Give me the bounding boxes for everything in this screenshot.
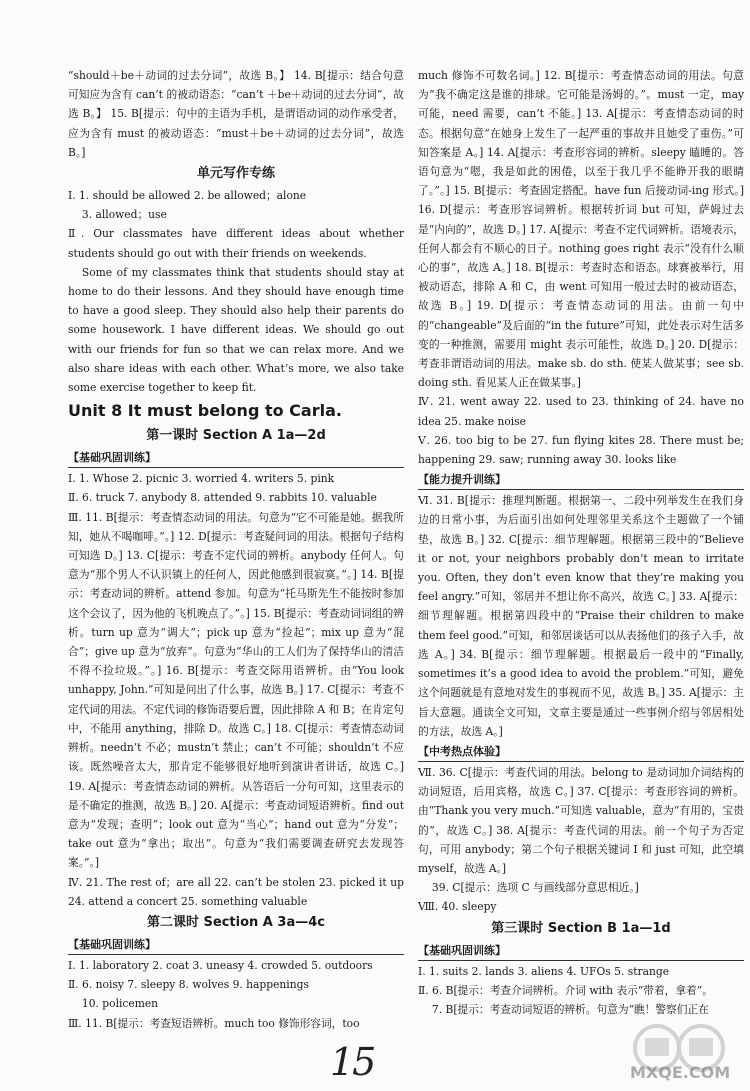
right-column <box>418 66 744 1019</box>
lesson2-tag: 【基础巩固训练】 <box>68 935 404 955</box>
lesson3-title: 第三课时 Section B 1a—1d <box>491 920 671 936</box>
unit-title: Unit 8 It must belong to Carla. <box>68 401 342 421</box>
lesson2-part2: Ⅱ. 6. noisy 7. sleepy 8. wolves 9. happenings <box>68 978 309 992</box>
exam-tag: 【中考热点体验】 <box>418 742 744 762</box>
right-part5: Ⅴ. 26. too big to be 27. fun flying kites 28. There must be; happening 29. saw; running away 30. looks like <box>418 433 744 467</box>
lesson2-part3: 10. policemen <box>81 997 159 1011</box>
writing-essay: Some of my classmates think that students should stay at home to do their lessons. And they should have enough time to have a good sleep. They should also help their parents do some housework. I have different ideas. We should go out with our friends for fun so that we can relax more. And we also share ideas with each other. What’s more, we also take some exercise together to keep fit. <box>68 265 404 395</box>
watermark-text: MXQE.COM <box>630 1063 731 1082</box>
exam-answer-40: Ⅷ. 40. sleepy <box>418 900 497 914</box>
writing-answer-1: Ⅰ. 1. should be allowed 2. be allowed；alone <box>68 189 307 203</box>
lesson3-part2: Ⅱ. 6. B[提示：考查介词辨析。介词 with 表示“带着，拿着”。 <box>418 983 713 997</box>
lesson1-part3: Ⅲ. 11. B[提示：考查情态动词的用法。句意为“它不可能是她。据我所知，她从不喝咖啡。”。] 12. D[提示：考查疑问词的用法。根据句子结构可知选 D。] 13. C[提示：考查不定代词的辨析。anybody 任何人。句意为“那个男人不认识镇上的任何人，因此他感到很寂寞。”。] 14. B[提示：考查动词的辨析。attend 参加。句意为“托马斯先生不能按时参加这个会议了，因为他的飞机晚点了。”。] 15. B[提示：考查动词词组的辨析。turn up 意为“调大”；pick up 意为“捡起”；mix up 意为“混合”；give up 意为“放弃”。句意为“华山的工人们为了保持华山的清洁不得不捡垃圾。”。] 16. B[提示：考查交际用语辨析。由“You look unhappy, John.”可知是问出了什么事，故选 B。] 17. C[提示：考查不定代词的用法。不定代词的修饰语要后置，因此排除 A 和 B；在肯定句中，不能用 anything，排除 D。故选 C。] 18. C[提示：考查情态动词辨析。needn’t 不必；mustn’t 禁止；can’t 不可能；shouldn’t 不应该。既然噪音太大，那肯定不能够很好地听到演讲者讲话，故选 C。] 19. A[提示：考查情态动词的辨析。从答语后一分句可知，这里表示的是不确定的推测，故选 B。] 20. A[提示：考查动词短语辨析。find out 意为“发现；查明”；look out 意为“当心”；hand out 意为“分发”；take out 意为“拿出；取出”。句意为“我们需要调查研究去发现答案。”。] <box>68 510 404 870</box>
exam-answer-39: 39. C[提示：选项 C 与画线部分意思相近。] <box>431 881 639 895</box>
lesson1-tag: 【基础巩固训练】 <box>68 448 404 468</box>
lesson3-tag: 【基础巩固训练】 <box>418 941 744 961</box>
writing-section-title: 单元写作专练 <box>196 166 275 182</box>
ability-answers: Ⅵ. 31. B[提示：推理判断题。根据第一、二段中列举发生在我们身边的日常小事，为后面引出如何处理邻里关系这个主题做了一个铺垫，故选 B。] 32. C[提示：细节理解题。根据第三段中的“Believe it or not, your neighbors probably don’t mean to irritate you. Often, they don’t even know that they’re making you feel angry.”可知，邻居并不想让你不高兴，故选 C。] 33. A[提示：细节理解题。根据第四段中的“Praise their children to make them feel good.”可知，和邻居谈话可以从表扬他们的孩子入手，故选 A。] 34. B[提示：细节理解题。根据最后一段中的“Finally, sometimes it’s a good idea to avoid the problem.”可知，避免这个问题就是有意地对发生的事视而不见，故选 B。] 35. A[提示：主旨大意题。通读全文可知，文章主要是通过一些事例介绍与邻居相处的方法，故选 A。] <box>418 494 744 738</box>
lesson2-part1: Ⅰ. 1. laboratory 2. coat 3. uneasy 4. crowded 5. outdoors <box>68 958 373 972</box>
lesson3-part3: 7. B[提示：考查动词短语的辨析。句意为“瞧！警察们正在 <box>431 1002 709 1016</box>
page-number: 15 <box>330 1040 375 1084</box>
left-intro: “should＋be＋动词的过去分词”，故选 B。】 14. B[提示：结合句意可知应为含有 can’t 的被动语态：“can’t ＋be＋动词的过去分词”，故选 B。】 15. B[提示：句中的主语为手机，是谓语动词的动作承受者，应为含有 must 的被动语态：“must＋be＋动词的过去分词”，故选 B。] <box>68 69 404 159</box>
right-intro: much 修饰不可数名词。] 12. B[提示：考查情态动词的用法。句意为“我不确定这是谁的排球。它可能是汤姆的。”。must 一定，may 可能，need 需要，can’t 不能。] 13. A[提示：考查情态动词的时态。根据句意“在她身上发生了一起严重的事故并且她受了重伤。”可知答案是 A。] 14. A[提示：考查形容词的辨析。sleepy 瞌睡的。答语句意为“嗯，我是如此的困倦，以至于我几乎不能睁开我的眼睛了。”。] 15. B[提示：考查固定搭配。have fun 后接动词-ing 形式。] 16. D[提示：考查形容词辨析。根据转折词 but 可知，萨姆过去是“内向的”，故选 D。] 17. A[提示：考查不定代词辨析。语境表示，任何人都会有不顺心的日子。nothing goes right 表示“没有什么顺心的事”，故选 A。] 18. B[提示：考查时态和语态。球赛被举行，用被动语态，排除 A 和 C，由 went 可知用一般过去时的被动语态，故选 B。] 19. D[提示：考查情态动词的用法。由前一句中的“changeable”及后面的“in the future”可知，此处表示对生活多变的一种推测，需要用 might 表示可能性，故选 D。] 20. D[提示：考查非谓语动词的用法。make sb. do sth. 使某人做某事；see sb. doing sth. 看见某人正在做某事。] <box>418 69 744 390</box>
lesson1-part1: Ⅰ. 1. Whose 2. picnic 3. worried 4. writers 5. pink <box>68 472 335 486</box>
lesson3-part1: Ⅰ. 1. suits 2. lands 3. aliens 4. UFOs 5. strange <box>418 964 670 978</box>
right-part4: Ⅳ. 21. went away 22. used to 23. thinking of 24. have no idea 25. make noise <box>418 395 744 428</box>
writing-answer-2: 3. allowed；use <box>81 208 167 222</box>
lesson2-title: 第二课时 Section A 3a—4c <box>147 914 325 930</box>
left-column <box>68 66 404 1033</box>
ability-tag: 【能力提升训练】 <box>418 470 744 490</box>
lesson1-part2: Ⅱ. 6. truck 7. anybody 8. attended 9. rabbits 10. valuable <box>68 491 377 505</box>
lesson2-part4: Ⅲ. 11. B[提示：考查短语辨析。much too 修饰形容词，too <box>68 1016 360 1030</box>
lesson1-title: 第一课时 Section A 1a—2d <box>146 428 326 444</box>
exam-answers: Ⅶ. 36. C[提示：考查代词的用法。belong to 是动词加介词结构的动词短语，后用宾格，故选 C。] 37. C[提示：考查形容词的辨析。由“Thank you very much.”可知选 valuable，意为“有用的，宝贵的”，故选 C。] 38. A[提示：考查代词的用法。前一个句子为否定句，可用 anybody；第二个句子根据关键词 I 和 just 可知，此空填 myself，故选 A。] <box>418 765 744 875</box>
writing-answer-3: Ⅱ. Our classmates have different ideas about whether students should go out with their friends on weekends. <box>68 227 404 260</box>
lesson1-part4: Ⅳ. 21. The rest of；are all 22. can’t be stolen 23. picked it up 24. attend a concert 25. something valuable <box>68 875 404 908</box>
